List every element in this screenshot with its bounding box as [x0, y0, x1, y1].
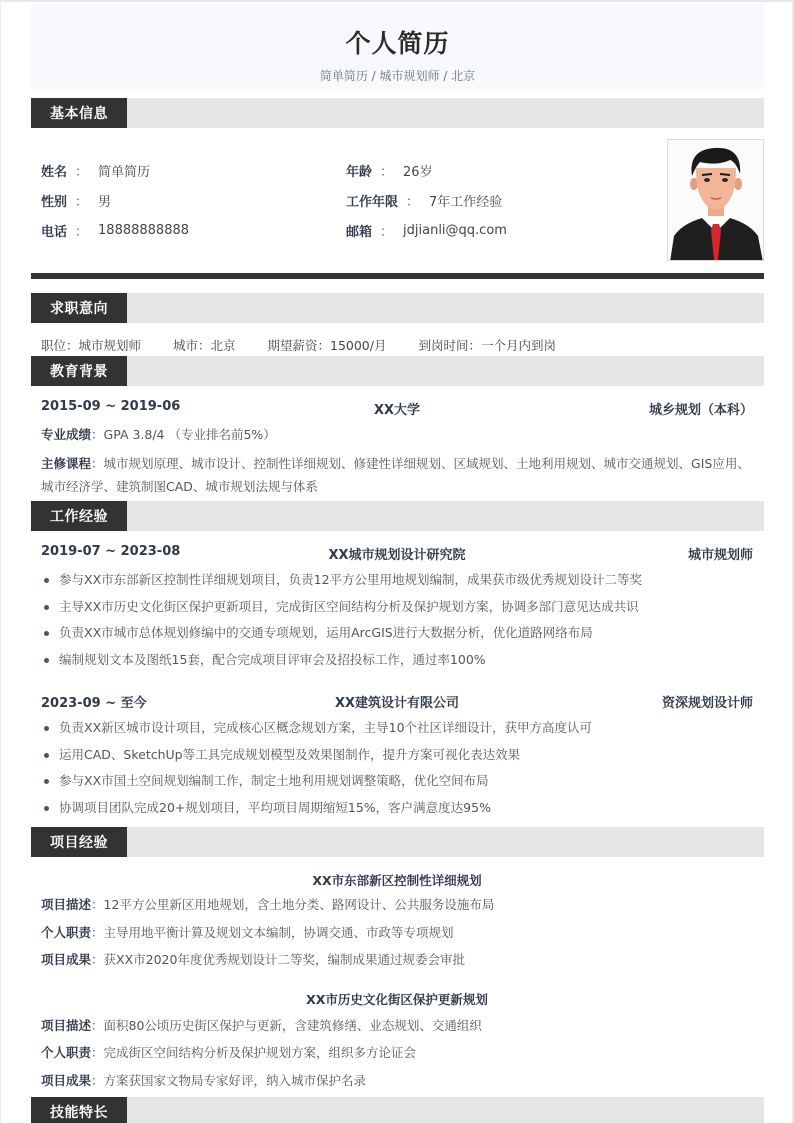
work-company: XX建筑设计有限公司 — [334, 696, 460, 711]
gpa-label: 专业成绩 — [41, 427, 92, 442]
field-label: 邮箱 — [346, 224, 373, 240]
page-title: 个人简历 — [345, 29, 450, 58]
work-entry-header — [41, 692, 753, 712]
section-header-projects — [31, 827, 764, 857]
work-bullets — [41, 570, 756, 676]
list-item: 负责XX市城市总体规划修编中的交通专项规划，运用ArcGIS进行大数据分析，优化道路网络布局 — [41, 623, 756, 650]
work-company: XX城市规划设计研究院 — [328, 548, 466, 563]
field-phone: 电话 ： 18888888888 — [41, 222, 190, 240]
field-label: 性别 — [41, 194, 68, 210]
education-entry-header — [41, 399, 753, 419]
intent-city: 城市：北京 — [173, 338, 236, 353]
gpa-value: ：GPA 3.8/4 （专业排名前5%） — [91, 427, 276, 442]
section-title: 工作经验 — [31, 501, 127, 531]
education-courses — [41, 452, 756, 498]
list-item: 参与XX市国土空间规划编制工作，制定土地利用规划调整策略，优化空间布局 — [41, 771, 756, 798]
education-period: 2015-09 ~ 2019-06 — [41, 399, 181, 414]
list-item: 编制规划文本及图纸15套，配合完成项目评审会及招投标工作，通过率100% — [41, 650, 756, 677]
section-title: 技能特长 — [31, 1097, 127, 1123]
list-item: 协调项目团队完成20+规划项目，平均项目周期缩短15%，客户满意度达95% — [41, 798, 756, 825]
work-period: 2019-07 ~ 2023-08 — [41, 544, 181, 559]
section-header-education — [31, 356, 764, 386]
section-title: 求职意向 — [31, 293, 127, 323]
work-role: 资深规划设计师 — [661, 696, 753, 711]
work-role: 城市规划师 — [687, 548, 753, 563]
work-period: 2023-09 ~ 至今 — [41, 696, 147, 711]
section-title: 基本信息 — [31, 98, 127, 128]
project-duty: 个人职责：主导用地平衡计算及规划文本编制，协调交通、市政等专项规划 — [41, 925, 454, 940]
field-value: 18888888888 — [98, 222, 190, 238]
project-description: 项目描述：面积80公顷历史街区保护与更新，含建筑修缮、业态规划、交通组织 — [41, 1018, 482, 1033]
education-school: XX大学 — [373, 403, 421, 418]
job-intent-line — [41, 336, 584, 354]
courses-label: 主修课程 — [41, 456, 92, 471]
field-label: 姓名 — [41, 164, 68, 180]
field-label: 工作年限 — [346, 194, 399, 210]
field-value: 26岁 — [403, 164, 433, 180]
section-header-job-intent — [31, 293, 764, 323]
project-duty: 个人职责：完成街区空间结构分析及保护规划方案，组织多方论证会 — [41, 1045, 417, 1060]
education-major: 城乡规划（本科） — [648, 403, 753, 418]
list-item: 主导XX市历史文化街区保护更新项目，完成街区空间结构分析及保护规划方案，协调多部门意见达成共识 — [41, 597, 756, 624]
page-subtitle: 简单简历 / 城市规划师 / 北京 — [319, 69, 476, 83]
section-title: 教育背景 — [31, 356, 127, 386]
project-title: XX市东部新区控制性详细规划 — [312, 873, 482, 888]
work-entry-header — [41, 544, 753, 564]
list-item: 运用CAD、SketchUp等工具完成规划模型及效果图制作，提升方案可视化表达效果 — [41, 745, 756, 772]
section-header-basic-info — [31, 98, 764, 128]
field-label: 电话 — [41, 224, 68, 240]
project-result: 项目成果：获XX市2020年度优秀规划设计二等奖，编制成果通过规委会审批 — [41, 952, 465, 967]
section-header-work-experience — [31, 501, 764, 531]
field-age: 年龄 ： 26岁 — [346, 160, 433, 180]
courses-value: ：城市规划原理、城市设计、控制性详细规划、修建性详细规划、区域规划、土地利用规划、城市交通规划、GIS应用、城市经济学、建筑制图CAD、城市规划法规与体系 — [41, 456, 750, 494]
list-item: 负责XX新区城市设计项目，完成核心区概念规划方案，主导10个社区详细设计，获甲方高度认可 — [41, 718, 756, 745]
section-title: 项目经验 — [31, 827, 127, 857]
education-gpa — [41, 424, 756, 446]
intent-position: 职位：城市规划师 — [41, 338, 142, 353]
avatar-photo-icon — [668, 140, 764, 261]
intent-salary: 期望薪资：15000/月 — [267, 338, 387, 353]
field-value: 男 — [98, 194, 112, 210]
field-email: 邮箱 ： jdjianli@qq.com — [346, 222, 507, 240]
field-value: jdjianli@qq.com — [403, 222, 507, 238]
field-work-years: 工作年限 ： 7年工作经验 — [346, 190, 502, 210]
section-header-skills — [31, 1097, 764, 1123]
avatar — [667, 139, 764, 261]
work-bullets — [41, 718, 756, 824]
field-gender: 性别 ： 男 — [41, 190, 111, 210]
project-title: XX市历史文化街区保护更新规划 — [306, 992, 488, 1007]
field-name: 姓名 ： 简单简历 — [41, 160, 150, 180]
resume-header — [31, 4, 764, 89]
list-item: 参与XX市东部新区控制性详细规划项目，负责12平方公里用地规划编制，成果获市级优秀规划设计二等奖 — [41, 570, 756, 597]
intent-availability: 到岗时间：一个月内到岗 — [418, 338, 556, 353]
field-label: 年龄 — [346, 164, 373, 180]
field-value: 简单简历 — [98, 164, 151, 180]
project-description: 项目描述：12平方公里新区用地规划，含土地分类、路网设计、公共服务设施布局 — [41, 897, 495, 912]
section-divider — [31, 273, 764, 279]
field-value: 7年工作经验 — [429, 194, 503, 210]
project-result: 项目成果：方案获国家文物局专家好评，纳入城市保护名录 — [41, 1073, 367, 1088]
